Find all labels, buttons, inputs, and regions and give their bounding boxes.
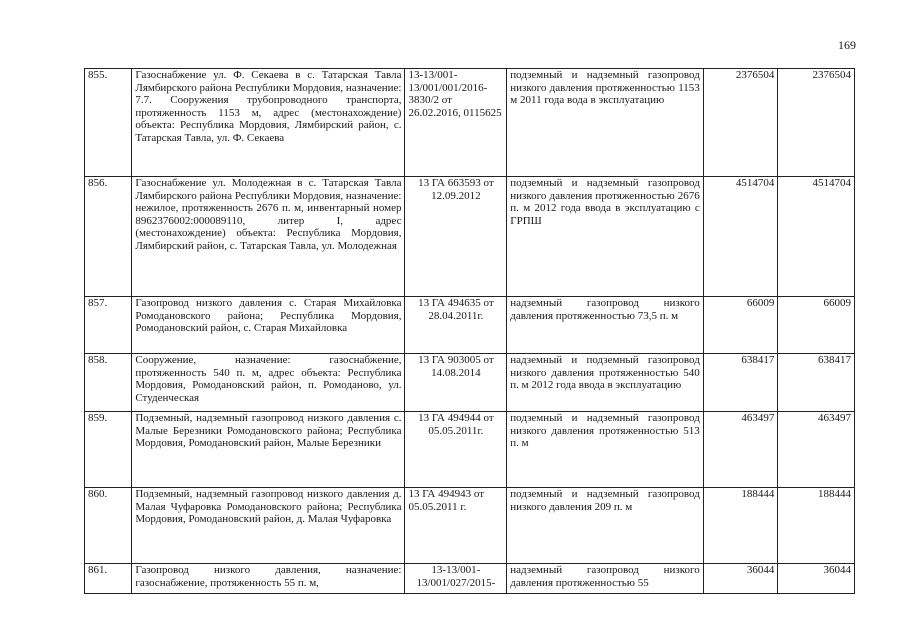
row-number: 855.	[85, 69, 132, 177]
row-number: 856.	[85, 177, 132, 297]
object-description: Газоснабжение ул. Ф. Секаева в с. Татарская Тавла Лямбирского района Республики Мордовия, назначение: 7.7. Сооружения трубопроводного транспорта, протяженность 1153 м, адрес (местонахождение) объекта: Республика Мордовия, Лямбирский район, с. Татарская Тавла, ул. Ф. Секаева	[132, 69, 405, 177]
technical-characteristics: надземный газопровод низкого давления протяженностью 73,5 п. м	[507, 297, 704, 354]
book-value: 4514704	[703, 177, 778, 297]
row-number: 859.	[85, 412, 132, 488]
row-number: 857.	[85, 297, 132, 354]
book-value: 36044	[703, 564, 778, 594]
residual-value: 4514704	[778, 177, 855, 297]
book-value: 66009	[703, 297, 778, 354]
table-row	[85, 69, 855, 177]
registry-table	[84, 68, 855, 594]
residual-value: 188444	[778, 488, 855, 564]
technical-characteristics: подземный и надземный газопровод низкого давления протяженностью 1153 м 2011 года вода в эксплуатацию	[507, 69, 704, 177]
registration-certificate: 13 ГА 494635 от 28.04.2011г.	[405, 297, 507, 354]
residual-value: 36044	[778, 564, 855, 594]
table-row	[85, 297, 855, 354]
technical-characteristics: подземный и надземный газопровод низкого давления протяженностью 2676 п. м 2012 года ввода в эксплуатацию с ГРПШ	[507, 177, 704, 297]
registration-certificate: 13-13/001-13/001/001/2016-3830/2 от 26.02.2016, 0115625	[405, 69, 507, 177]
book-value: 188444	[703, 488, 778, 564]
registration-certificate: 13 ГА 903005 от 14.08.2014	[405, 354, 507, 412]
book-value: 2376504	[703, 69, 778, 177]
table-row	[85, 177, 855, 297]
registration-certificate: 13 ГА 494943 от 05.05.2011 г.	[405, 488, 507, 564]
object-description: Газопровод низкого давления, назначение: газоснабжение, протяженность 55 п. м,	[132, 564, 405, 594]
registration-certificate: 13 ГА 494944 от 05.05.2011г.	[405, 412, 507, 488]
table-row	[85, 412, 855, 488]
table-row	[85, 354, 855, 412]
object-description: Подземный, надземный газопровод низкого давления д. Малая Чуфаровка Ромодановского района; Республика Мордовия, Ромодановский район, д. Малая Чуфаровка	[132, 488, 405, 564]
technical-characteristics: надземный и подземный газопровод низкого давления протяженностью 540 п. м 2012 года ввода в эксплуатацию	[507, 354, 704, 412]
object-description: Газоснабжение ул. Молодежная в с. Татарская Тавла Лямбирского района Республики Мордовия, назначение: нежилое, протяженность 2676 п. м, инвентарный номер 8962376002:000089110, литер I, адрес (местонахождение) объекта: Республика Мордовия, Лямбирский район, с. Татарская Тавла, ул. Молодежная	[132, 177, 405, 297]
object-description: Сооружение, назначение: газоснабжение, протяженность 540 п. м, адрес объекта: Республика Мордовия, Ромодановский район, п. Ромоданово, ул. Студенческая	[132, 354, 405, 412]
residual-value: 463497	[778, 412, 855, 488]
book-value: 463497	[703, 412, 778, 488]
technical-characteristics: надземный газопровод низкого давления протяженностью 55	[507, 564, 704, 594]
page-number: 169	[838, 38, 856, 52]
residual-value: 2376504	[778, 69, 855, 177]
technical-characteristics: подземный и надземный газопровод низкого давления протяженностью 513 п. м	[507, 412, 704, 488]
registration-certificate: 13-13/001-13/001/027/2015-	[405, 564, 507, 594]
table-row	[85, 564, 855, 594]
row-number: 858.	[85, 354, 132, 412]
object-description: Газопровод низкого давления с. Старая Михайловка Ромодановского района; Республика Мордовия, Ромодановский район, с. Старая Михайловка	[132, 297, 405, 354]
book-value: 638417	[703, 354, 778, 412]
registration-certificate: 13 ГА 663593 от 12.09.2012	[405, 177, 507, 297]
row-number: 861.	[85, 564, 132, 594]
technical-characteristics: подземный и надземный газопровод низкого давления 209 п. м	[507, 488, 704, 564]
row-number: 860.	[85, 488, 132, 564]
object-description: Подземный, надземный газопровод низкого давления с. Малые Березники Ромодановского района; Республика Мордовия, Ромодановский район, Малые Березники	[132, 412, 405, 488]
table-row	[85, 488, 855, 564]
residual-value: 66009	[778, 297, 855, 354]
residual-value: 638417	[778, 354, 855, 412]
